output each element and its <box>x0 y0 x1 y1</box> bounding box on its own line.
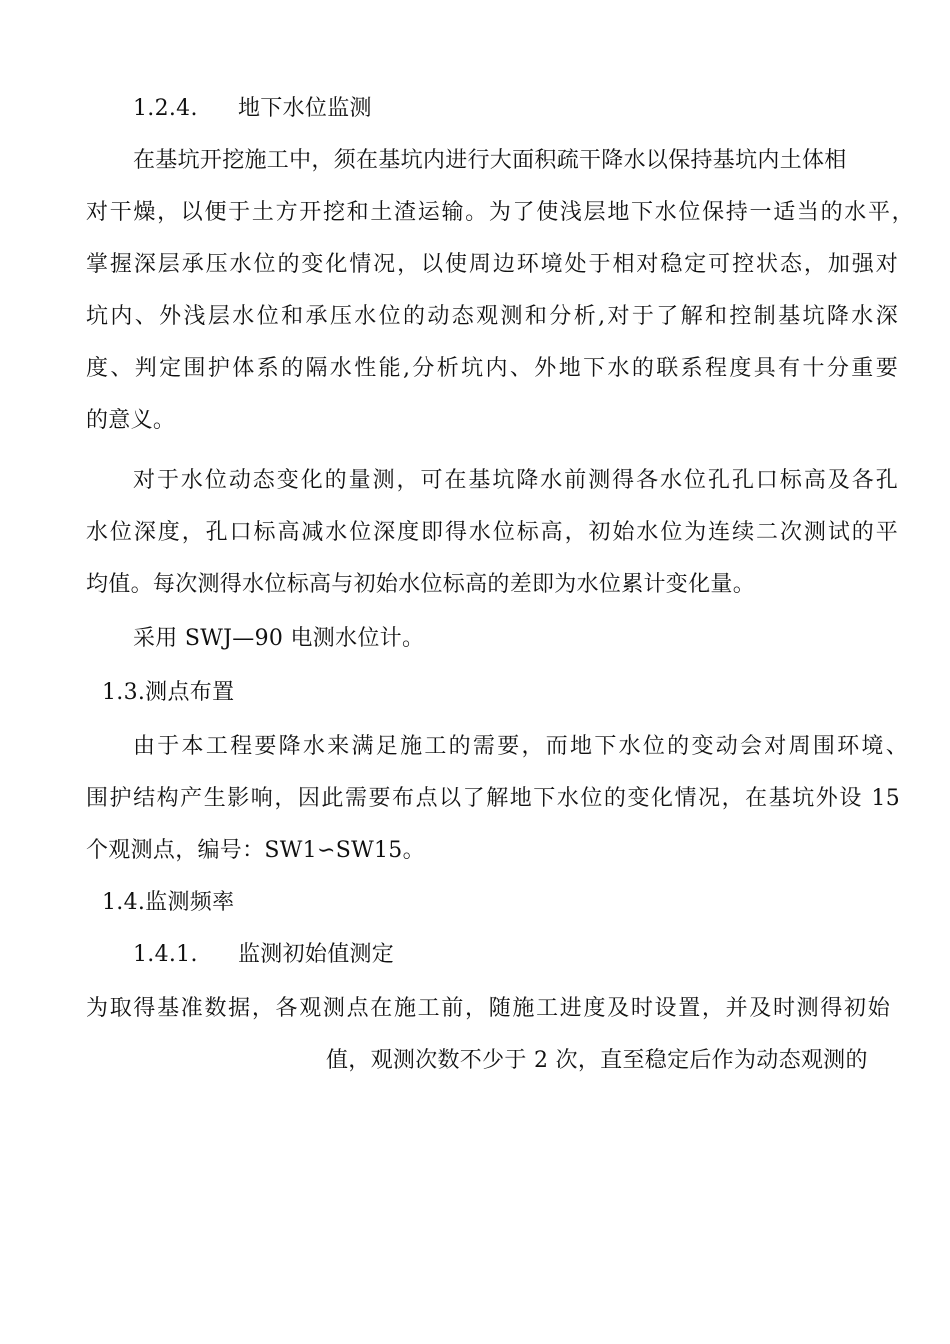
section-title: 监测初始值测定 <box>238 942 395 967</box>
paragraph-line: 对于水位动态变化的量测，可在基坑降水前测得各水位孔孔口标高及各孔 <box>133 468 898 493</box>
paragraph-line: 个观测点，编号：SW1∽SW15。 <box>86 838 425 863</box>
paragraph-line: 为取得基准数据，各观测点在施工前，随施工进度及时设置，并及时测得初始 <box>86 996 890 1021</box>
paragraph-line: 度、判定围护体系的隔水性能,分析坑内、外地下水的联系程度具有十分重要 <box>86 356 898 381</box>
paragraph-line: 采用 SWJ—90 电测水位计。 <box>133 626 425 651</box>
paragraph-line: 的意义。 <box>86 408 176 433</box>
section-title: 地下水位监测 <box>238 96 372 121</box>
paragraph-line: 在基坑开挖施工中，须在基坑内进行大面积疏干降水以保持基坑内土体相 <box>133 148 847 173</box>
paragraph-line: 掌握深层承压水位的变化情况，以使周边环境处于相对稳定可控状态，加强对 <box>86 252 898 277</box>
paragraph-line: 水位深度，孔口标高减水位深度即得水位标高，初始水位为连续二次测试的平 <box>86 520 898 545</box>
paragraph-line: 值，观测次数不少于 2 次，直至稳定后作为动态观测的 <box>326 1048 868 1073</box>
paragraph-line: 坑内、外浅层水位和承压水位的动态观测和分析,对于了解和控制基坑降水深 <box>86 304 898 329</box>
section-number: 1.4.1. <box>133 942 198 967</box>
section-number: 1.2.4. <box>133 96 198 121</box>
section-heading-1-2-4 <box>133 94 950 124</box>
paragraph-line: 对干燥，以便于土方开挖和土渣运输。为了使浅层地下水位保持一适当的水平， <box>86 200 914 225</box>
section-heading-1-4-1 <box>133 940 950 970</box>
paragraph-line: 均值。每次测得水位标高与初始水位标高的差即为水位累计变化量。 <box>86 572 756 597</box>
paragraph-line: 由于本工程要降水来满足施工的需要，而地下水位的变动会对周围环境、 <box>133 734 908 759</box>
section-heading-1-4: 1.4.监测频率 <box>102 890 235 915</box>
paragraph-line: 围护结构产生影响，因此需要布点以了解地下水位的变化情况，在基坑外设 15 <box>86 786 900 811</box>
section-heading-1-3: 1.3.测点布置 <box>102 680 235 705</box>
